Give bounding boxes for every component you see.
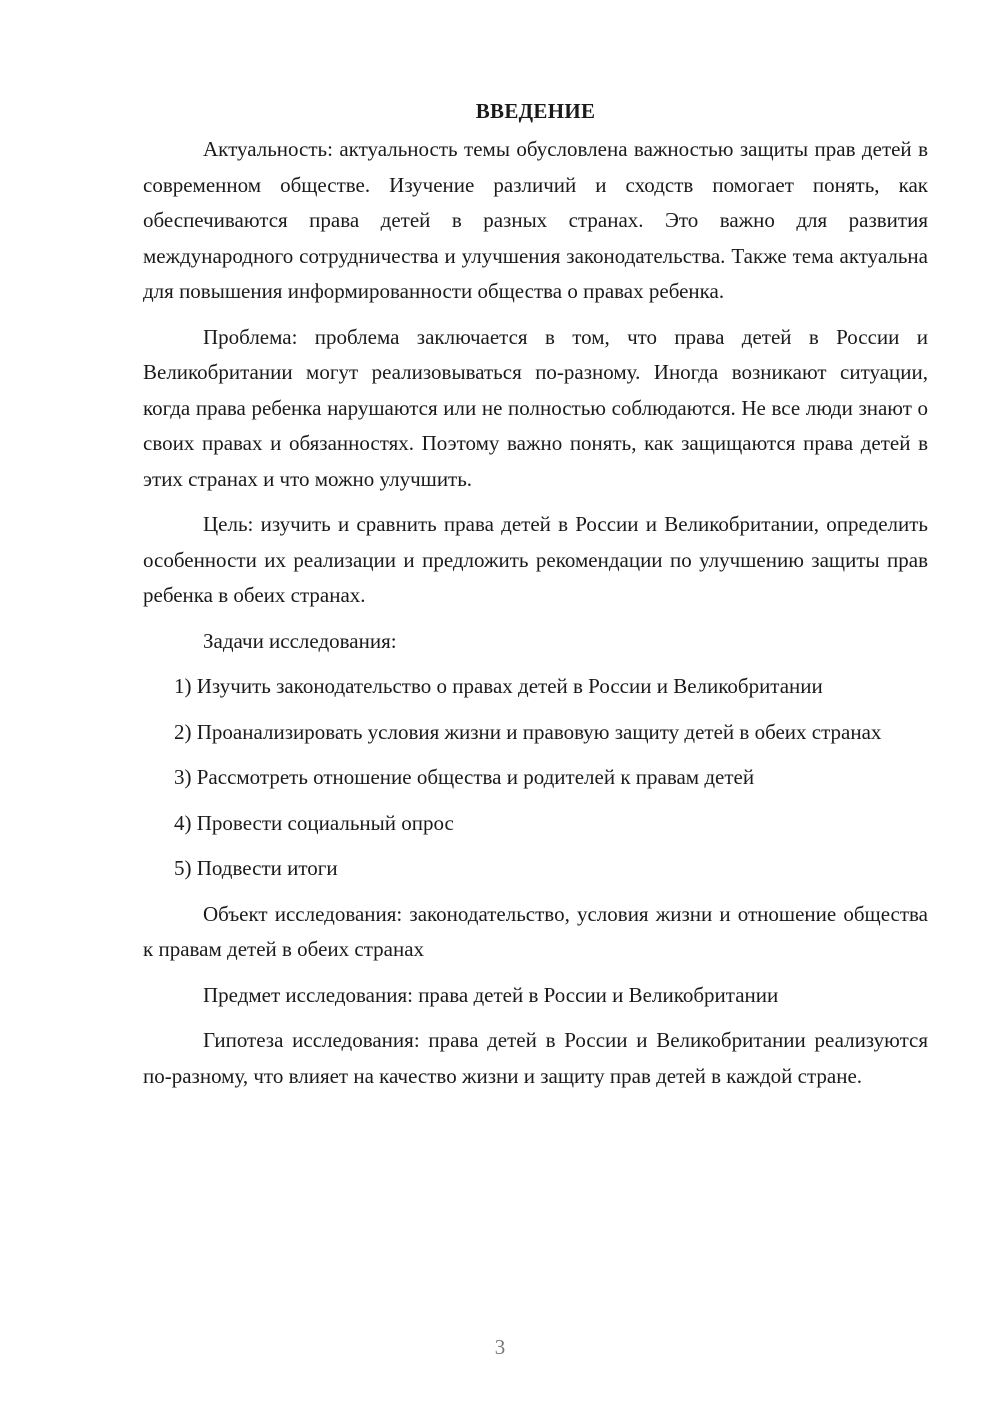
page-number: 3: [494, 1335, 506, 1359]
object-paragraph: Объект исследования: законодательство, условия жизни и отношение общества к правам детей в обеих странах: [143, 901, 928, 961]
goal-paragraph: Цель: изучить и сравнить права детей в России и Великобритании, определить особенности их реализации и предложить рекомендации по улучшению защиты прав ребенка в обеих странах.: [143, 512, 928, 607]
page-content: [143, 96, 928, 1104]
tasks-heading: Задачи исследования:: [203, 628, 397, 653]
task-item-1: 1) Изучить законодательство о правах детей в России и Великобритании: [174, 674, 823, 698]
task-item-5: 5) Подвести итоги: [174, 856, 338, 880]
problem-paragraph: Проблема: проблема заключается в том, что права детей в России и Великобритании могут реализовываться по-разному. Иногда возникают ситуации, когда права ребенка нарушаются или не полностью соблюдаются. Не все люди знают о своих правах и обязанностях. Поэтому важно понять, как защищаются права детей в этих странах и что можно улучшить.: [143, 324, 928, 491]
task-item-4: 4) Провести социальный опрос: [174, 810, 454, 835]
task-item-3: 3) Рассмотреть отношение общества и родителей к правам детей: [174, 765, 755, 789]
section-title: ВВЕДЕНИЕ: [475, 99, 596, 123]
subject-paragraph: Предмет исследования: права детей в России и Великобритании: [203, 982, 779, 1007]
hypothesis-paragraph: Гипотеза исследования: права детей в России и Великобритании реализуются по-разному, что влияет на качество жизни и защиту прав детей в каждой стране.: [143, 1028, 928, 1088]
relevance-paragraph: Актуальность: актуальность темы обусловлена важностью защиты прав детей в современном обществе. Изучение различий и сходств помогает понять, как обеспечиваются права детей в разных странах. Это важно для развития международного сотрудничества и улучшения законодательства. Также тема актуальна для повышения информированности общества о правах ребенка.: [143, 137, 928, 303]
task-item-2: 2) Проанализировать условия жизни и правовую защиту детей в обеих странах: [174, 719, 882, 744]
